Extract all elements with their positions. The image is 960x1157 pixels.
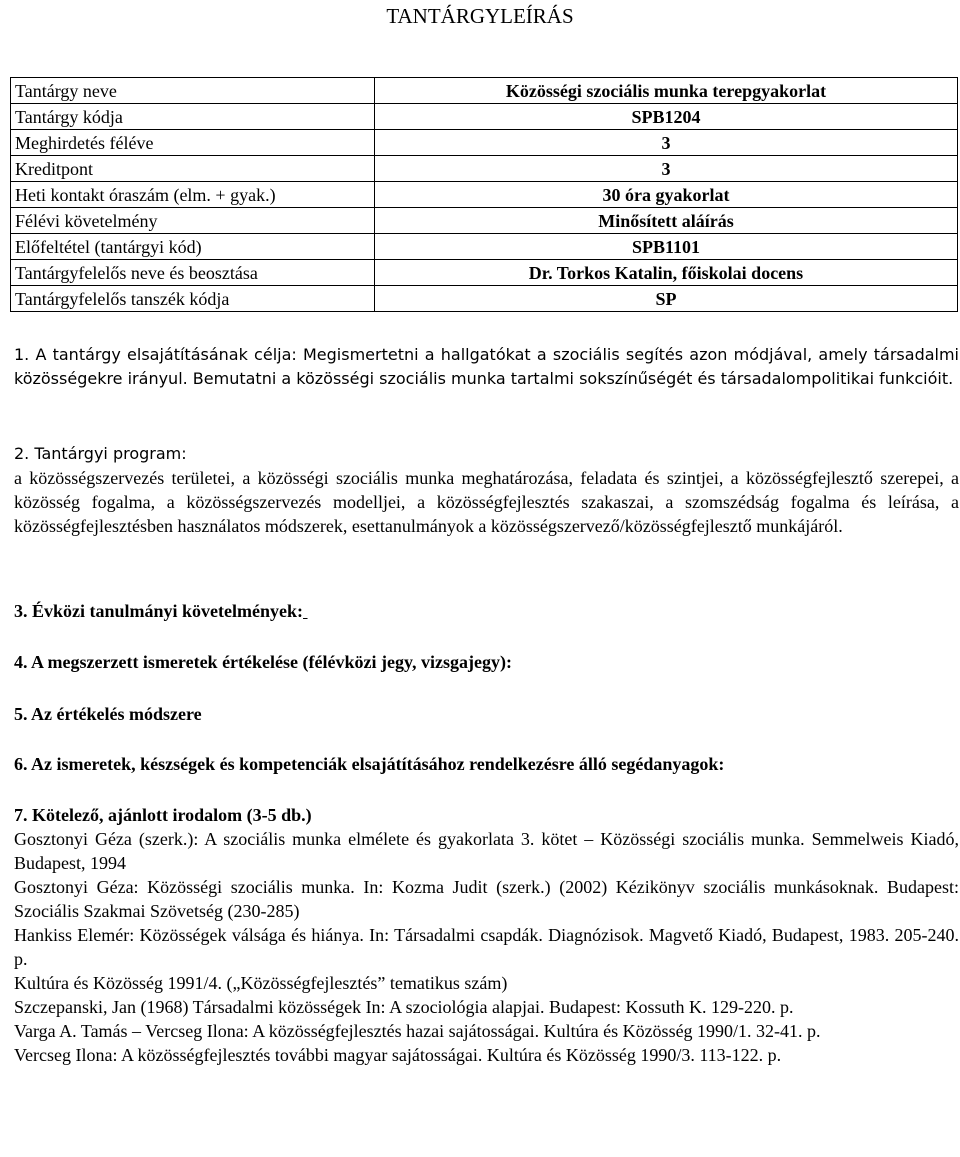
info-value: 3 <box>375 130 958 156</box>
table-row <box>11 78 958 104</box>
info-value: 30 óra gyakorlat <box>375 182 958 208</box>
info-value: SPB1204 <box>375 104 958 130</box>
section-literature-heading: 7. Kötelező, ajánlott irodalom (3-5 db.) <box>14 805 312 825</box>
reference-item: Hankiss Elemér: Közösségek válsága és hiánya. In: Társadalmi csapdák. Diagnózisok. Magvető Kiadó, Budapest, 1983. 205-240. p. <box>14 925 959 969</box>
info-label: Tantárgy neve <box>11 78 375 104</box>
reference-item: Gosztonyi Géza: Közösségi szociális munka. In: Kozma Judit (szerk.) (2002) Kézikönyv szociális munkásoknak. Budapest: Szociális Szakmai Szövetség (230-285) <box>14 877 959 921</box>
section-program-text: a közösségszervezés területei, a közösségi szociális munka meghatározása, feladata és szintjei, a közösségfejlesztő szerepei, a közösség fogalma, a közösségszervezés modelljei, a közösségfejlesztés szakaszai, a szomszédság fogalma és leírása, a közösségfejlesztésben használatos módszerek, esettanulmányok a közösségszervező/közösségfejlesztő munkájáról. <box>14 468 959 536</box>
table-row <box>11 156 958 182</box>
info-value: 3 <box>375 156 958 182</box>
section-requirements <box>14 599 959 623</box>
section-program-heading: 2. Tantárgyi program: <box>14 444 187 463</box>
info-value: Dr. Torkos Katalin, főiskolai docens <box>375 260 958 286</box>
info-value: SPB1101 <box>375 234 958 260</box>
section-goal-text: Megismertetni a hallgatókat a szociális segítés azon módjával, amely társadalmi közösségekre irányul. Bemutatni a közösségi szociális munka tartalmi sokszínűségét és társadalompolitikai funkcióit. <box>14 345 960 388</box>
section-method-heading: 5. Az értékelés módszere <box>14 704 202 724</box>
table-row <box>11 234 958 260</box>
reference-item: Szczepanski, Jan (1968) Társadalmi közösségek In: A szociológia alapjai. Budapest: Kossuth K. 129-220. p. <box>14 997 794 1017</box>
reference-item: Kultúra és Közösség 1991/4. („Közösségfejlesztés” tematikus szám) <box>14 973 508 993</box>
reference-item: Vercseg Ilona: A közösségfejlesztés további magyar sajátosságai. Kultúra és Közösség 1990/3. 113-122. p. <box>14 1045 782 1065</box>
section-literature <box>14 803 959 1067</box>
section-requirements-blank <box>303 601 308 621</box>
table-row <box>11 286 958 312</box>
document-title: TANTÁRGYLEÍRÁS <box>386 4 574 28</box>
section-goal <box>14 343 959 391</box>
info-label: Tantárgy kódja <box>11 104 375 130</box>
section-materials-heading: 6. Az ismeretek, készségek és kompetenciák elsajátításához rendelkezésre álló segédanyagok: <box>14 754 725 774</box>
table-row <box>11 182 958 208</box>
section-assessment-heading: 4. A megszerzett ismeretek értékelése (félévközi jegy, vizsgajegy): <box>14 652 512 672</box>
info-value: Közösségi szociális munka terepgyakorlat <box>375 78 958 104</box>
reference-item: Varga A. Tamás – Vercseg Ilona: A közösségfejlesztés hazai sajátosságai. Kultúra és Közösség 1990/1. 32-41. p. <box>14 1021 821 1041</box>
table-row <box>11 104 958 130</box>
info-label: Tantárgyfelelős tanszék kódja <box>11 286 375 312</box>
section-program <box>14 442 959 538</box>
section-goal-heading: 1. A tantárgy elsajátításának célja: <box>14 345 297 364</box>
info-label: Meghirdetés féléve <box>11 130 375 156</box>
info-value: SP <box>375 286 958 312</box>
info-value: Minősített aláírás <box>375 208 958 234</box>
section-requirements-heading: 3. Évközi tanulmányi követelmények: <box>14 601 304 621</box>
course-info-table <box>10 77 958 312</box>
info-label: Félévi követelmény <box>11 208 375 234</box>
table-row <box>11 260 958 286</box>
info-label: Előfeltétel (tantárgyi kód) <box>11 234 375 260</box>
info-label: Tantárgyfelelős neve és beosztása <box>11 260 375 286</box>
info-label: Heti kontakt óraszám (elm. + gyak.) <box>11 182 375 208</box>
table-row <box>11 130 958 156</box>
info-label: Kreditpont <box>11 156 375 182</box>
table-row <box>11 208 958 234</box>
reference-item: Gosztonyi Géza (szerk.): A szociális munka elmélete és gyakorlata 3. kötet – Közösségi szociális munka. Semmelweis Kiadó, Budapest, 1994 <box>14 829 959 873</box>
